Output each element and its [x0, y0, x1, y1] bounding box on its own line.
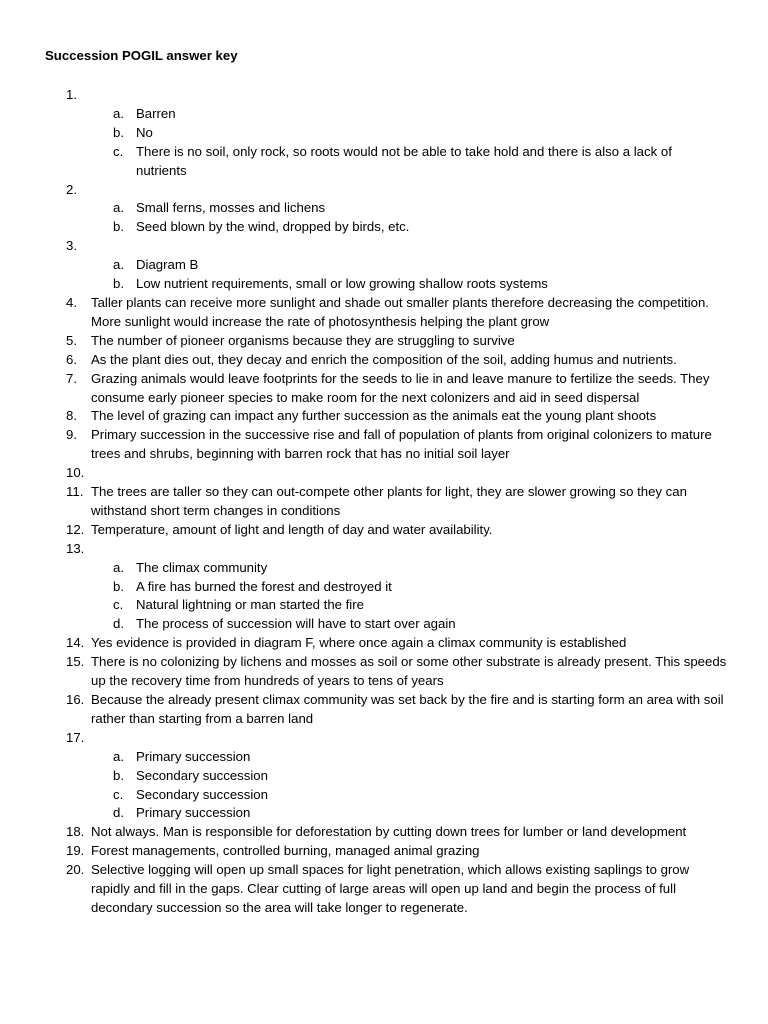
sub-answer-text: The process of succession will have to start over again	[136, 616, 456, 632]
answer-number: 18.	[66, 824, 85, 840]
sub-answer-text: There is no soil, only rock, so roots would not be able to take hold and there is also a lack of nutrients	[136, 143, 672, 178]
sub-answer-text: No	[136, 124, 153, 140]
answer-item	[0, 634, 731, 653]
answer-number: 6.	[66, 351, 77, 367]
answer-item	[0, 540, 731, 559]
sub-answer-text: Low nutrient requirements, small or low growing shallow roots systems	[136, 276, 548, 292]
sub-answer-text: Small ferns, mosses and lichens	[136, 200, 326, 216]
answer-item	[0, 370, 731, 408]
sub-answer-item	[0, 218, 716, 237]
answer-text: Not always. Man is responsible for deforestation by cutting down trees for lumber or land development	[91, 824, 687, 840]
sub-answer-item	[0, 275, 716, 294]
answer-text: Temperature, amount of light and length of day and water availability.	[91, 521, 493, 537]
answer-item	[0, 407, 731, 426]
answer-text: The trees are taller so they can out-compete other plants for light, they are slower growing so they can withstand short term changes in conditions	[91, 484, 687, 518]
answer-number: 12.	[66, 521, 85, 537]
answer-item	[0, 691, 731, 729]
sub-answer-text: Natural lightning or man started the fire	[136, 597, 364, 613]
answer-item	[0, 842, 731, 861]
sub-answer-letter: b.	[113, 578, 124, 594]
answer-number: 19.	[66, 843, 85, 859]
answer-number: 13.	[66, 540, 85, 556]
sub-answer-text: Secondary succession	[136, 786, 268, 802]
sub-answer-text: Primary succession	[136, 748, 251, 764]
answer-text: Taller plants can receive more sunlight and shade out smaller plants therefore decreasing the competition. More sunlight would increase the rate of photosynthesis helping the plant grow	[91, 294, 709, 329]
sub-answer-item	[0, 143, 716, 181]
answer-item	[0, 861, 731, 918]
answer-number: 16.	[66, 692, 85, 707]
answer-item	[0, 294, 731, 332]
answer-number: 20.	[66, 862, 85, 878]
sub-answer-text: Primary succession	[136, 805, 251, 821]
answer-text: Yes evidence is provided in diagram F, where once again a climax community is established	[91, 635, 627, 651]
sub-answer-letter: a.	[113, 200, 124, 216]
answer-number: 10.	[66, 465, 85, 481]
answer-number: 5.	[66, 332, 77, 348]
answer-item	[0, 351, 731, 370]
sub-answer-letter: d.	[113, 616, 124, 632]
sub-answer-letter: c.	[113, 143, 124, 159]
answer-text: Selective logging will open up small spaces for light penetration, which allows existing saplings to grow rapidly and fill in the gaps. Clear cutting of large areas will open up land and begin the process of full decondary succession so the area will take longer to regenerate.	[91, 862, 690, 915]
sub-answer-letter: c.	[113, 786, 124, 802]
sub-answer-item	[0, 105, 716, 124]
sub-answer-letter: b.	[113, 219, 124, 235]
sub-answer-text: A fire has burned the forest and destroyed it	[136, 578, 392, 594]
sub-answer-item	[0, 124, 716, 143]
sub-answer-text: Secondary succession	[136, 767, 268, 783]
sub-answer-item	[0, 199, 716, 218]
answer-item	[0, 86, 731, 105]
answer-number: 15.	[66, 654, 85, 670]
sub-answer-letter: c.	[113, 597, 124, 613]
answer-number: 1.	[66, 87, 77, 102]
sub-answer-text: Seed blown by the wind, dropped by birds, etc.	[136, 219, 410, 235]
answer-number: 2.	[66, 181, 77, 197]
answer-item	[0, 181, 731, 200]
sub-answer-item	[0, 748, 716, 767]
answer-text: Primary succession in the successive rise and fall of population of plants from original colonizers to mature trees and shrubs, beginning with barren rock that has no initial soil layer	[91, 427, 712, 462]
sub-answer-letter: a.	[113, 105, 124, 121]
answer-item	[0, 464, 731, 483]
sub-answer-letter: a.	[113, 559, 124, 575]
answer-number: 4.	[66, 294, 77, 310]
answer-item	[0, 729, 731, 748]
sub-answer-letter: a.	[113, 748, 124, 764]
sub-answer-letter: b.	[113, 767, 124, 783]
answer-number: 7.	[66, 370, 77, 386]
answer-item	[0, 332, 731, 351]
sub-answer-text: Diagram B	[136, 257, 199, 273]
answer-item	[0, 483, 731, 521]
sub-answer-item	[0, 596, 716, 615]
answer-number: 8.	[66, 408, 77, 424]
answer-number: 9.	[66, 427, 77, 443]
answer-item	[0, 653, 731, 691]
answer-number: 11.	[66, 484, 84, 500]
answer-text: Forest managements, controlled burning, managed animal grazing	[91, 843, 480, 859]
answer-text: The number of pioneer organisms because they are struggling to survive	[91, 332, 515, 348]
sub-answer-item	[0, 559, 716, 578]
sub-answer-letter: a.	[113, 257, 124, 273]
answer-text: Because the already present climax community was set back by the fire and is starting form an area with soil rather than starting from a barren land	[91, 692, 724, 726]
answer-number: 17.	[66, 729, 85, 745]
document-title: Succession POGIL answer key	[45, 48, 238, 63]
answer-number: 3.	[66, 238, 77, 254]
sub-answer-item	[0, 767, 716, 786]
sub-answer-letter: b.	[113, 124, 124, 140]
sub-answer-item	[0, 804, 716, 823]
sub-answer-text: The climax community	[136, 559, 268, 575]
sub-answer-item	[0, 615, 716, 634]
sub-answer-text: Barren	[136, 105, 176, 121]
sub-answer-item	[0, 256, 716, 275]
answer-item	[0, 426, 731, 464]
answer-item	[0, 823, 731, 842]
sub-answer-letter: d.	[113, 805, 124, 821]
answer-number: 14.	[66, 635, 85, 651]
answer-text: As the plant dies out, they decay and enrich the composition of the soil, adding humus and nutrients.	[91, 351, 677, 367]
answer-list	[0, 86, 768, 918]
answer-item	[0, 521, 731, 540]
answer-item	[0, 237, 731, 256]
sub-answer-item	[0, 578, 716, 597]
answer-text: Grazing animals would leave footprints for the seeds to lie in and leave manure to fertilize the seeds. They consume early pioneer species to make room for the next colonizers and aid in seed dispersal	[91, 370, 710, 405]
sub-answer-letter: b.	[113, 276, 124, 292]
answer-text: The level of grazing can impact any further succession as the animals eat the young plant shoots	[91, 408, 657, 424]
answer-text: There is no colonizing by lichens and mosses as soil or some other substrate is already present. This speeds up the recovery time from hundreds of years to tens of years	[91, 654, 727, 689]
sub-answer-item	[0, 786, 716, 805]
